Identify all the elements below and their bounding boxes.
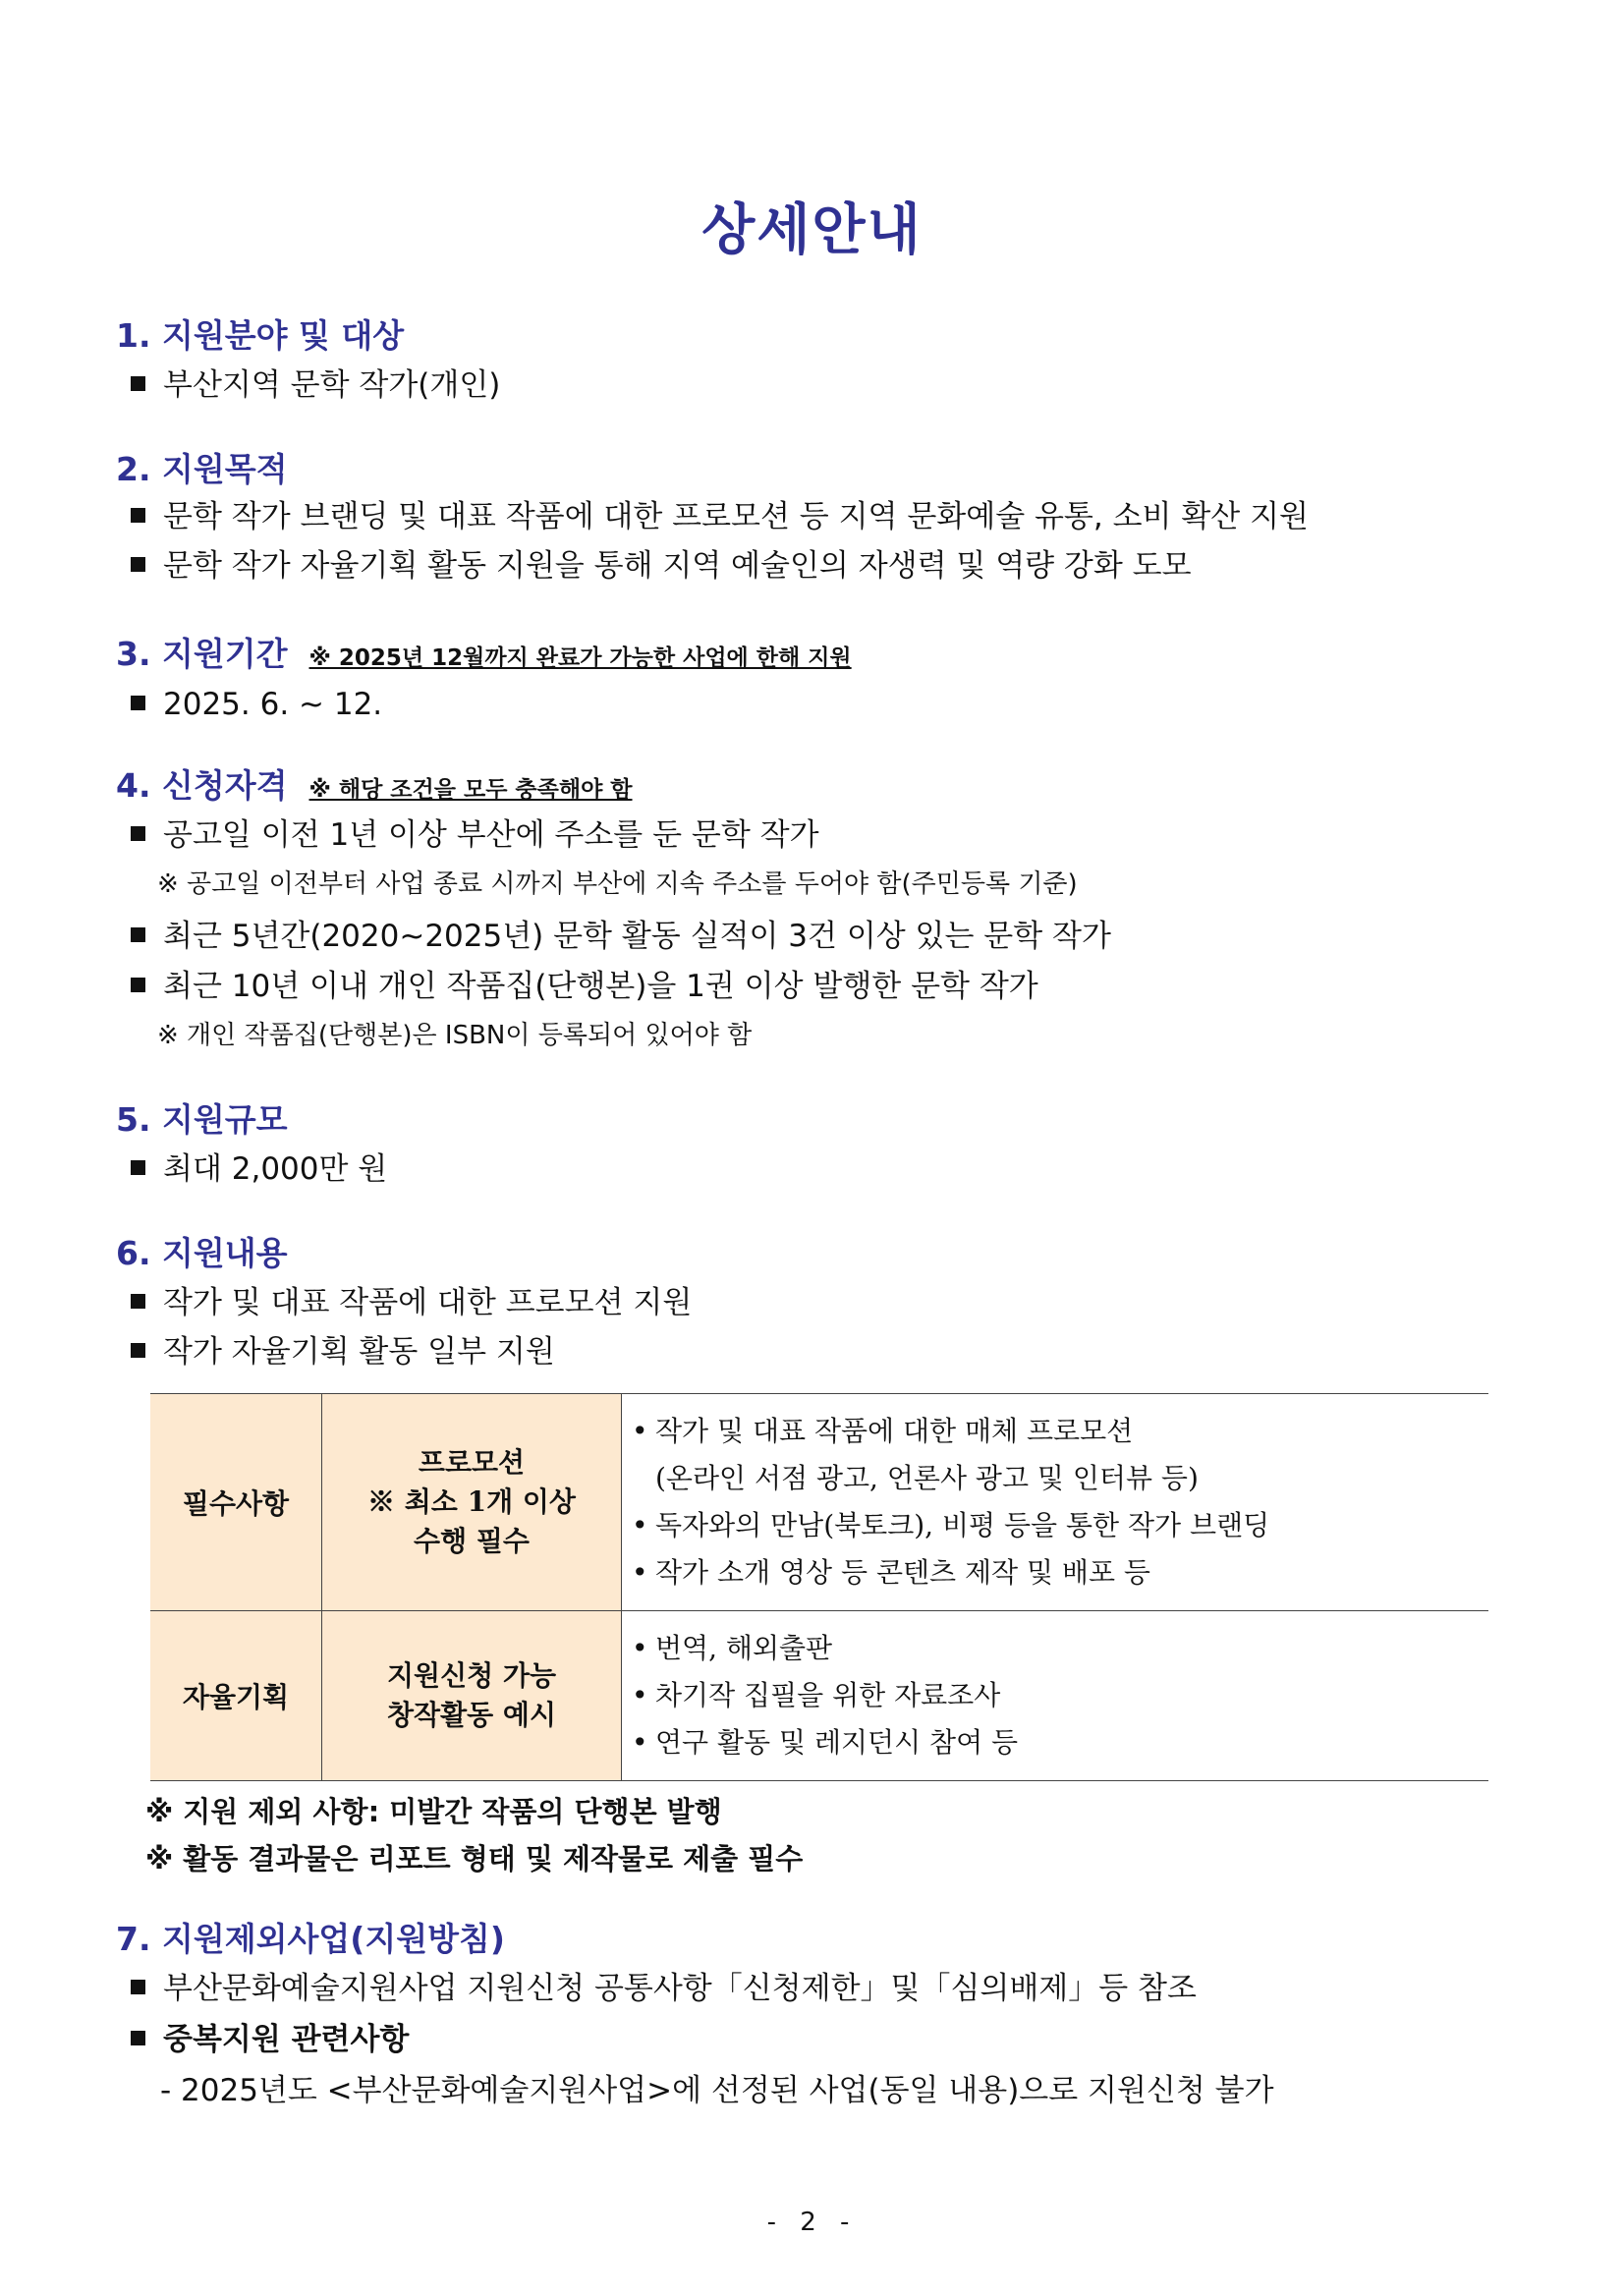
square-bullet-icon (131, 557, 145, 572)
type-line: 프로모션 (418, 1446, 526, 1479)
square-bullet-icon (131, 1160, 145, 1175)
table-cell-type (322, 1394, 622, 1611)
section-4-item-text: 최근 5년간(2020~2025년) 문학 활동 실적이 3건 이상 있는 문학 작가 (163, 919, 1111, 954)
dot-bullet-icon: • (632, 1556, 648, 1589)
section-2-item-text: 문학 작가 브랜딩 및 대표 작품에 대한 프로모션 등 지역 문화예술 유통, 소비 확산 지원 (163, 499, 1309, 534)
section-5-heading-text: 5. 지원규모 (116, 1100, 288, 1139)
table-cell-type (322, 1611, 622, 1781)
section-6-heading (116, 1228, 288, 1274)
section-3-heading-text: 3. 지원기간 (116, 635, 288, 673)
section-6-item-text: 작가 및 대표 작품에 대한 프로모션 지원 (163, 1285, 693, 1320)
dot-bullet-icon: • (632, 1415, 648, 1447)
list-item (632, 1672, 1488, 1719)
section-4-item-text: 최근 10년 이내 개인 작품집(단행본)을 1권 이상 발행한 문학 작가 (163, 969, 1038, 1004)
square-bullet-icon (131, 927, 145, 942)
section-1-heading (116, 310, 404, 357)
list-item-text: 작가 및 대표 작품에 대한 매체 프로모션 (655, 1415, 1134, 1447)
section-7-dash-item: - 2025년도 <부산문화예술지원사업>에 선정된 사업(동일 내용)으로 지원신청 불가 (160, 2073, 1274, 2108)
table-cell-details (622, 1611, 1489, 1781)
list-item (632, 1719, 1488, 1766)
square-bullet-icon (131, 1343, 145, 1358)
section-2-heading (116, 444, 288, 490)
square-bullet-icon (131, 826, 145, 841)
dot-bullet-icon: • (632, 1509, 648, 1541)
list-item (632, 1455, 1488, 1502)
type-line: 수행 필수 (414, 1525, 530, 1557)
section-7-item-text: 중복지원 관련사항 (163, 2022, 410, 2057)
section-5-item (131, 1149, 387, 1189)
square-bullet-icon (131, 376, 145, 391)
table-row (150, 1611, 1488, 1781)
section-1-heading-text: 1. 지원분야 및 대상 (116, 316, 405, 355)
type-line: 창작활동 예시 (386, 1699, 557, 1731)
section-2-heading-text: 2. 지원목적 (116, 450, 288, 488)
section-6-heading-text: 6. 지원내용 (116, 1234, 288, 1272)
table-cell-details (622, 1394, 1489, 1611)
square-bullet-icon (131, 1294, 145, 1309)
square-bullet-icon (131, 508, 145, 523)
section-3-heading (116, 629, 852, 675)
section-4-item (131, 967, 1038, 1006)
section-1-item (131, 365, 500, 405)
section-5-item-text: 최대 2,000만 원 (163, 1151, 388, 1187)
square-bullet-icon (131, 1980, 145, 1994)
section-4-heading-text: 4. 신청자격 (116, 766, 288, 805)
list-item (632, 1625, 1488, 1672)
list-item (632, 1502, 1488, 1549)
page-title: 상세안내 (701, 198, 923, 262)
square-bullet-icon (131, 2031, 145, 2045)
list-item-text: 연구 활동 및 레지던시 참여 등 (655, 1726, 1019, 1759)
section-5-heading (116, 1094, 288, 1141)
section-6-item-text: 작가 자율기획 활동 일부 지원 (163, 1334, 555, 1370)
square-bullet-icon (131, 978, 145, 992)
square-bullet-icon (131, 696, 145, 710)
section-7-item (131, 1969, 1197, 2008)
section-7-heading (116, 1914, 505, 1960)
list-item-text: (온라인 서점 광고, 언론사 광고 및 인터뷰 등) (655, 1462, 1199, 1494)
section-7-item (131, 2020, 409, 2059)
table-cell-category: 필수사항 (150, 1394, 322, 1611)
list-item-text: 번역, 해외출판 (655, 1632, 833, 1664)
list-item-text: 독자와의 만남(북토크), 비평 등을 통한 작가 브랜딩 (655, 1509, 1270, 1541)
section-7-heading-text: 7. 지원제외사업(지원방침) (116, 1920, 505, 1958)
section-6-item (131, 1332, 555, 1372)
section-3-item-text: 2025. 6. ~ 12. (163, 687, 383, 722)
section-3-item (131, 685, 382, 724)
support-content-table (150, 1393, 1488, 1781)
table-cell-category: 자율기획 (150, 1611, 322, 1781)
section-4-heading (116, 760, 633, 807)
section-2-item (131, 546, 1192, 586)
section-7-item-text: 부산문화예술지원사업 지원신청 공통사항「신청제한」및「심의배제」등 참조 (163, 1971, 1197, 2006)
section-4-note-line: ※ 개인 작품집(단행본)은 ISBN이 등록되어 있어야 함 (157, 1021, 753, 1050)
section-4-item (131, 815, 819, 855)
list-item (632, 1408, 1488, 1455)
list-item-text: 작가 소개 영상 등 콘텐츠 제작 및 배포 등 (655, 1556, 1150, 1589)
section-6-item (131, 1283, 692, 1322)
list-item (632, 1549, 1488, 1596)
dot-bullet-icon: • (632, 1679, 648, 1711)
section-4-note: ※ 해당 조건을 모두 충족해야 함 (308, 777, 633, 803)
section-4-item-text: 공고일 이전 1년 이상 부산에 주소를 둔 문학 작가 (163, 817, 819, 853)
section-1-item-text: 부산지역 문학 작가(개인) (163, 367, 501, 403)
table-row (150, 1394, 1488, 1611)
type-line: ※ 최소 1개 이상 (367, 1485, 576, 1518)
list-item-text: 차기작 집필을 위한 자료조사 (655, 1679, 1001, 1711)
dot-bullet-icon: • (632, 1726, 648, 1759)
page-number: - 2 - (766, 2208, 858, 2237)
section-2-item (131, 497, 1309, 536)
type-line: 지원신청 가능 (386, 1659, 557, 1692)
section-4-item (131, 917, 1111, 956)
footnote-exclusion: ※ 지원 제외 사항: 미발간 작품의 단행본 발행 (145, 1795, 722, 1828)
section-3-note: ※ 2025년 12월까지 완료가 가능한 사업에 한해 지원 (308, 645, 852, 671)
footnote-results: ※ 활동 결과물은 리포트 형태 및 제작물로 제출 필수 (145, 1842, 804, 1876)
section-2-item-text: 문학 작가 자율기획 활동 지원을 통해 지역 예술인의 자생력 및 역량 강화 도모 (163, 548, 1192, 584)
dot-bullet-icon: • (632, 1632, 648, 1664)
section-4-note-line: ※ 공고일 이전부터 사업 종료 시까지 부산에 지속 주소를 두어야 함(주민등록 기준) (157, 869, 1078, 899)
